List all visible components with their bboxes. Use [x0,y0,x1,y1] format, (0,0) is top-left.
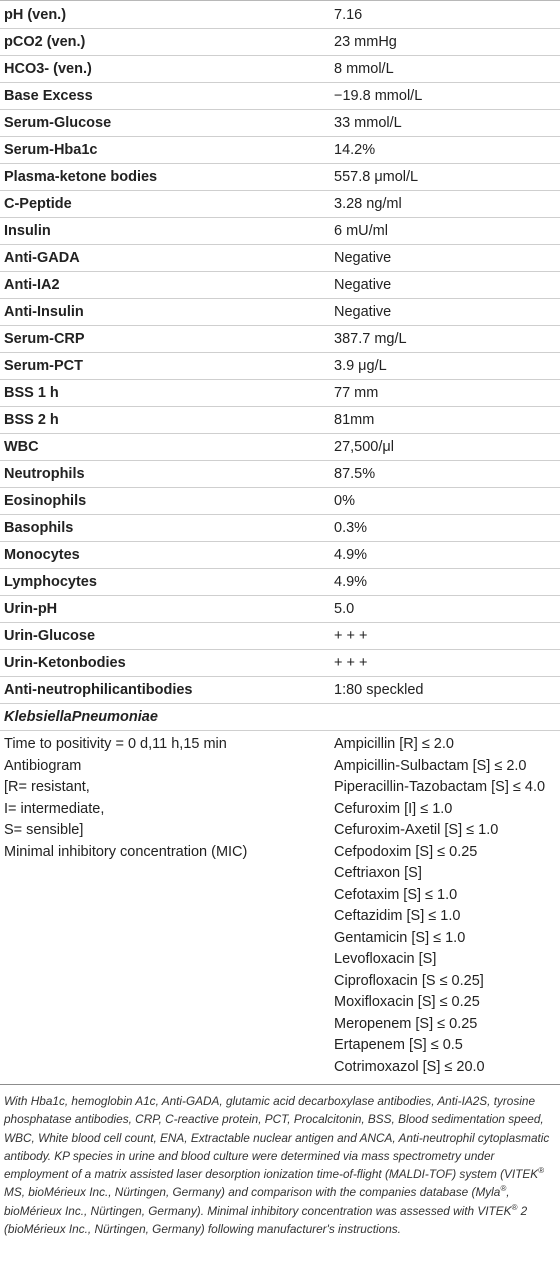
parameter-label: Urin-Glucose [0,623,330,650]
parameter-value: 4.9% [330,542,560,569]
parameter-label: pH (ven.) [0,1,330,29]
table-row [0,29,560,56]
table-row [0,461,560,488]
parameter-value: 0.3% [330,515,560,542]
parameter-label: Eosinophils [0,488,330,515]
table-row [0,569,560,596]
parameter-label: Serum-PCT [0,353,330,380]
table-row [0,326,560,353]
footnote-text: , bioMérieux Inc., Nürtingen, Germany). Minimal inhibitory concentration was assessed with VITEK [4,1185,512,1218]
parameter-label: Urin-Ketonbodies [0,650,330,677]
antibiotic-item: Levofloxacin [S] [334,951,437,967]
table-row [0,353,560,380]
antibiogram-text-line: Antibiogram [4,757,82,774]
parameter-label: Insulin [0,218,330,245]
kp-header-row [0,704,560,731]
parameter-label: BSS 2 h [0,407,330,434]
antibiotic-item: Cefotaxim [S] ≤ 1.0 [334,886,458,903]
antibiotic-item: Ertapenem [S] ≤ 0.5 [334,1037,463,1053]
table-row [0,407,560,434]
antibiotic-item: Ampicillin [R] ≤ 2.0 [334,736,454,752]
antibiotic-item: Cefuroxim [I] ≤ 1.0 [334,800,453,817]
registered-mark: ® [511,1202,518,1212]
table-row [0,218,560,245]
parameter-value: 3.9 μg/L [330,353,560,380]
antibiotic-item: Moxifloxacin [S] ≤ 0.25 [334,994,480,1010]
table-row [0,488,560,515]
parameter-value: + + + [330,650,560,677]
parameter-label: WBC [0,434,330,461]
parameter-label: Base Excess [0,83,330,110]
antibiotic-list [330,731,560,1085]
antibiogram-text-line: [R= resistant, [4,779,90,795]
parameter-label: Plasma-ketone bodies [0,164,330,191]
antibiotic-item: Cefpodoxim [S] ≤ 0.25 [334,843,478,860]
parameter-label: pCO2 (ven.) [0,29,330,56]
parameter-value: 0% [330,488,560,515]
table-row [0,272,560,299]
parameter-value: 81mm [330,407,560,434]
table-row [0,56,560,83]
parameter-value: 7.16 [330,1,560,29]
table-row [0,299,560,326]
parameter-label: Anti-neutrophilicantibodies [0,677,330,704]
antibiotic-item: Cefuroxim-Axetil [S] ≤ 1.0 [334,822,499,838]
parameter-label: Anti-IA2 [0,272,330,299]
parameter-value: 1:80 speckled [330,677,560,704]
parameter-label: Anti-GADA [0,245,330,272]
table-footnote [0,1085,560,1238]
antibiogram-text-line: Time to positivity = 0 d,11 h,15 min [4,736,227,752]
antibiogram-description [0,731,330,1085]
table-row [0,137,560,164]
footnote-text: 2 (bioMérieux Inc., Nürtingen, Germany) following manufacturer's instructions. [4,1203,528,1237]
table-row [0,623,560,650]
footnote-text: With Hba1c, hemoglobin A1c, Anti-GADA, glutamic acid decarboxylase antibodies, Anti-IA2S, tyrosine phosphatase antibodies, CRP, C-reactive protein, PCT, Procalcitonin, BSS, Blood sedimentation speed, WBC, White blood cell count, ENA, Extractable nuclear antigen and ANCA, Anti-neutrophil cytoplasmatic antibody. KP species in urine and blood culture were determined via mass spectrometry under employment of a matrix assisted laser desorption ionization time-of-flight (MALDI-TOF) system (VITEK [4,1094,550,1182]
table-row [0,110,560,137]
antibiotic-item: Ampicillin-Sulbactam [S] ≤ 2.0 [334,757,527,774]
parameter-value: 557.8 μmol/L [330,164,560,191]
table-row [0,677,560,704]
table-row [0,515,560,542]
antibiogram-row [0,731,560,1085]
table-row [0,380,560,407]
parameter-value: 23 mmHg [330,29,560,56]
parameter-value: 387.7 mg/L [330,326,560,353]
parameter-value: 27,500/μl [330,434,560,461]
parameter-value: + + + [330,623,560,650]
parameter-label: Basophils [0,515,330,542]
table-row [0,164,560,191]
parameter-label: Anti-Insulin [0,299,330,326]
antibiogram-text-line: S= sensible] [4,822,84,838]
antibiotic-item: Ceftazidim [S] ≤ 1.0 [334,908,461,924]
antibiotic-item: Ceftriaxon [S] [334,865,422,881]
kp-header: KlebsiellaPneumoniae [0,704,560,731]
table-row [0,245,560,272]
table-row [0,542,560,569]
table-row [0,434,560,461]
parameter-label: BSS 1 h [0,380,330,407]
parameter-value: 14.2% [330,137,560,164]
parameter-label: Serum-Glucose [0,110,330,137]
table-row [0,83,560,110]
parameter-label: C-Peptide [0,191,330,218]
antibiogram-text-line: Minimal inhibitory concentration (MIC) [4,843,248,860]
parameter-value: 77 mm [330,380,560,407]
parameter-value: 3.28 ng/ml [330,191,560,218]
table-row [0,650,560,677]
antibiotic-item: Gentamicin [S] ≤ 1.0 [334,929,466,946]
parameter-value: −19.8 mmol/L [330,83,560,110]
parameter-value: Negative [330,299,560,326]
parameter-label: Neutrophils [0,461,330,488]
parameter-value: 87.5% [330,461,560,488]
parameter-value: 33 mmol/L [330,110,560,137]
antibiotic-item: Meropenem [S] ≤ 0.25 [334,1015,478,1032]
registered-mark: ® [500,1184,507,1194]
parameter-label: Serum-Hba1c [0,137,330,164]
parameter-label: Urin-pH [0,596,330,623]
parameter-value: 5.0 [330,596,560,623]
table-row [0,596,560,623]
footnote-text: MS, bioMérieux Inc., Nürtingen, Germany) and comparison with the companies database (Myla [4,1185,501,1200]
parameter-label: Lymphocytes [0,569,330,596]
parameter-label: Serum-CRP [0,326,330,353]
parameter-label: HCO3- (ven.) [0,56,330,83]
parameter-value: Negative [330,245,560,272]
registered-mark: ® [538,1166,544,1176]
parameter-label: Monocytes [0,542,330,569]
antibiogram-text-line: I= intermediate, [4,800,105,817]
parameter-value: 6 mU/ml [330,218,560,245]
antibiotic-item: Piperacillin-Tazobactam [S] ≤ 4.0 [334,779,546,795]
antibiotic-item: Ciprofloxacin [S ≤ 0.25] [334,972,484,989]
parameter-value: 8 mmol/L [330,56,560,83]
antibiotic-item: Cotrimoxazol [S] ≤ 20.0 [334,1058,485,1075]
parameter-value: Negative [330,272,560,299]
table-row [0,1,560,29]
parameter-value: 4.9% [330,569,560,596]
table-row [0,191,560,218]
